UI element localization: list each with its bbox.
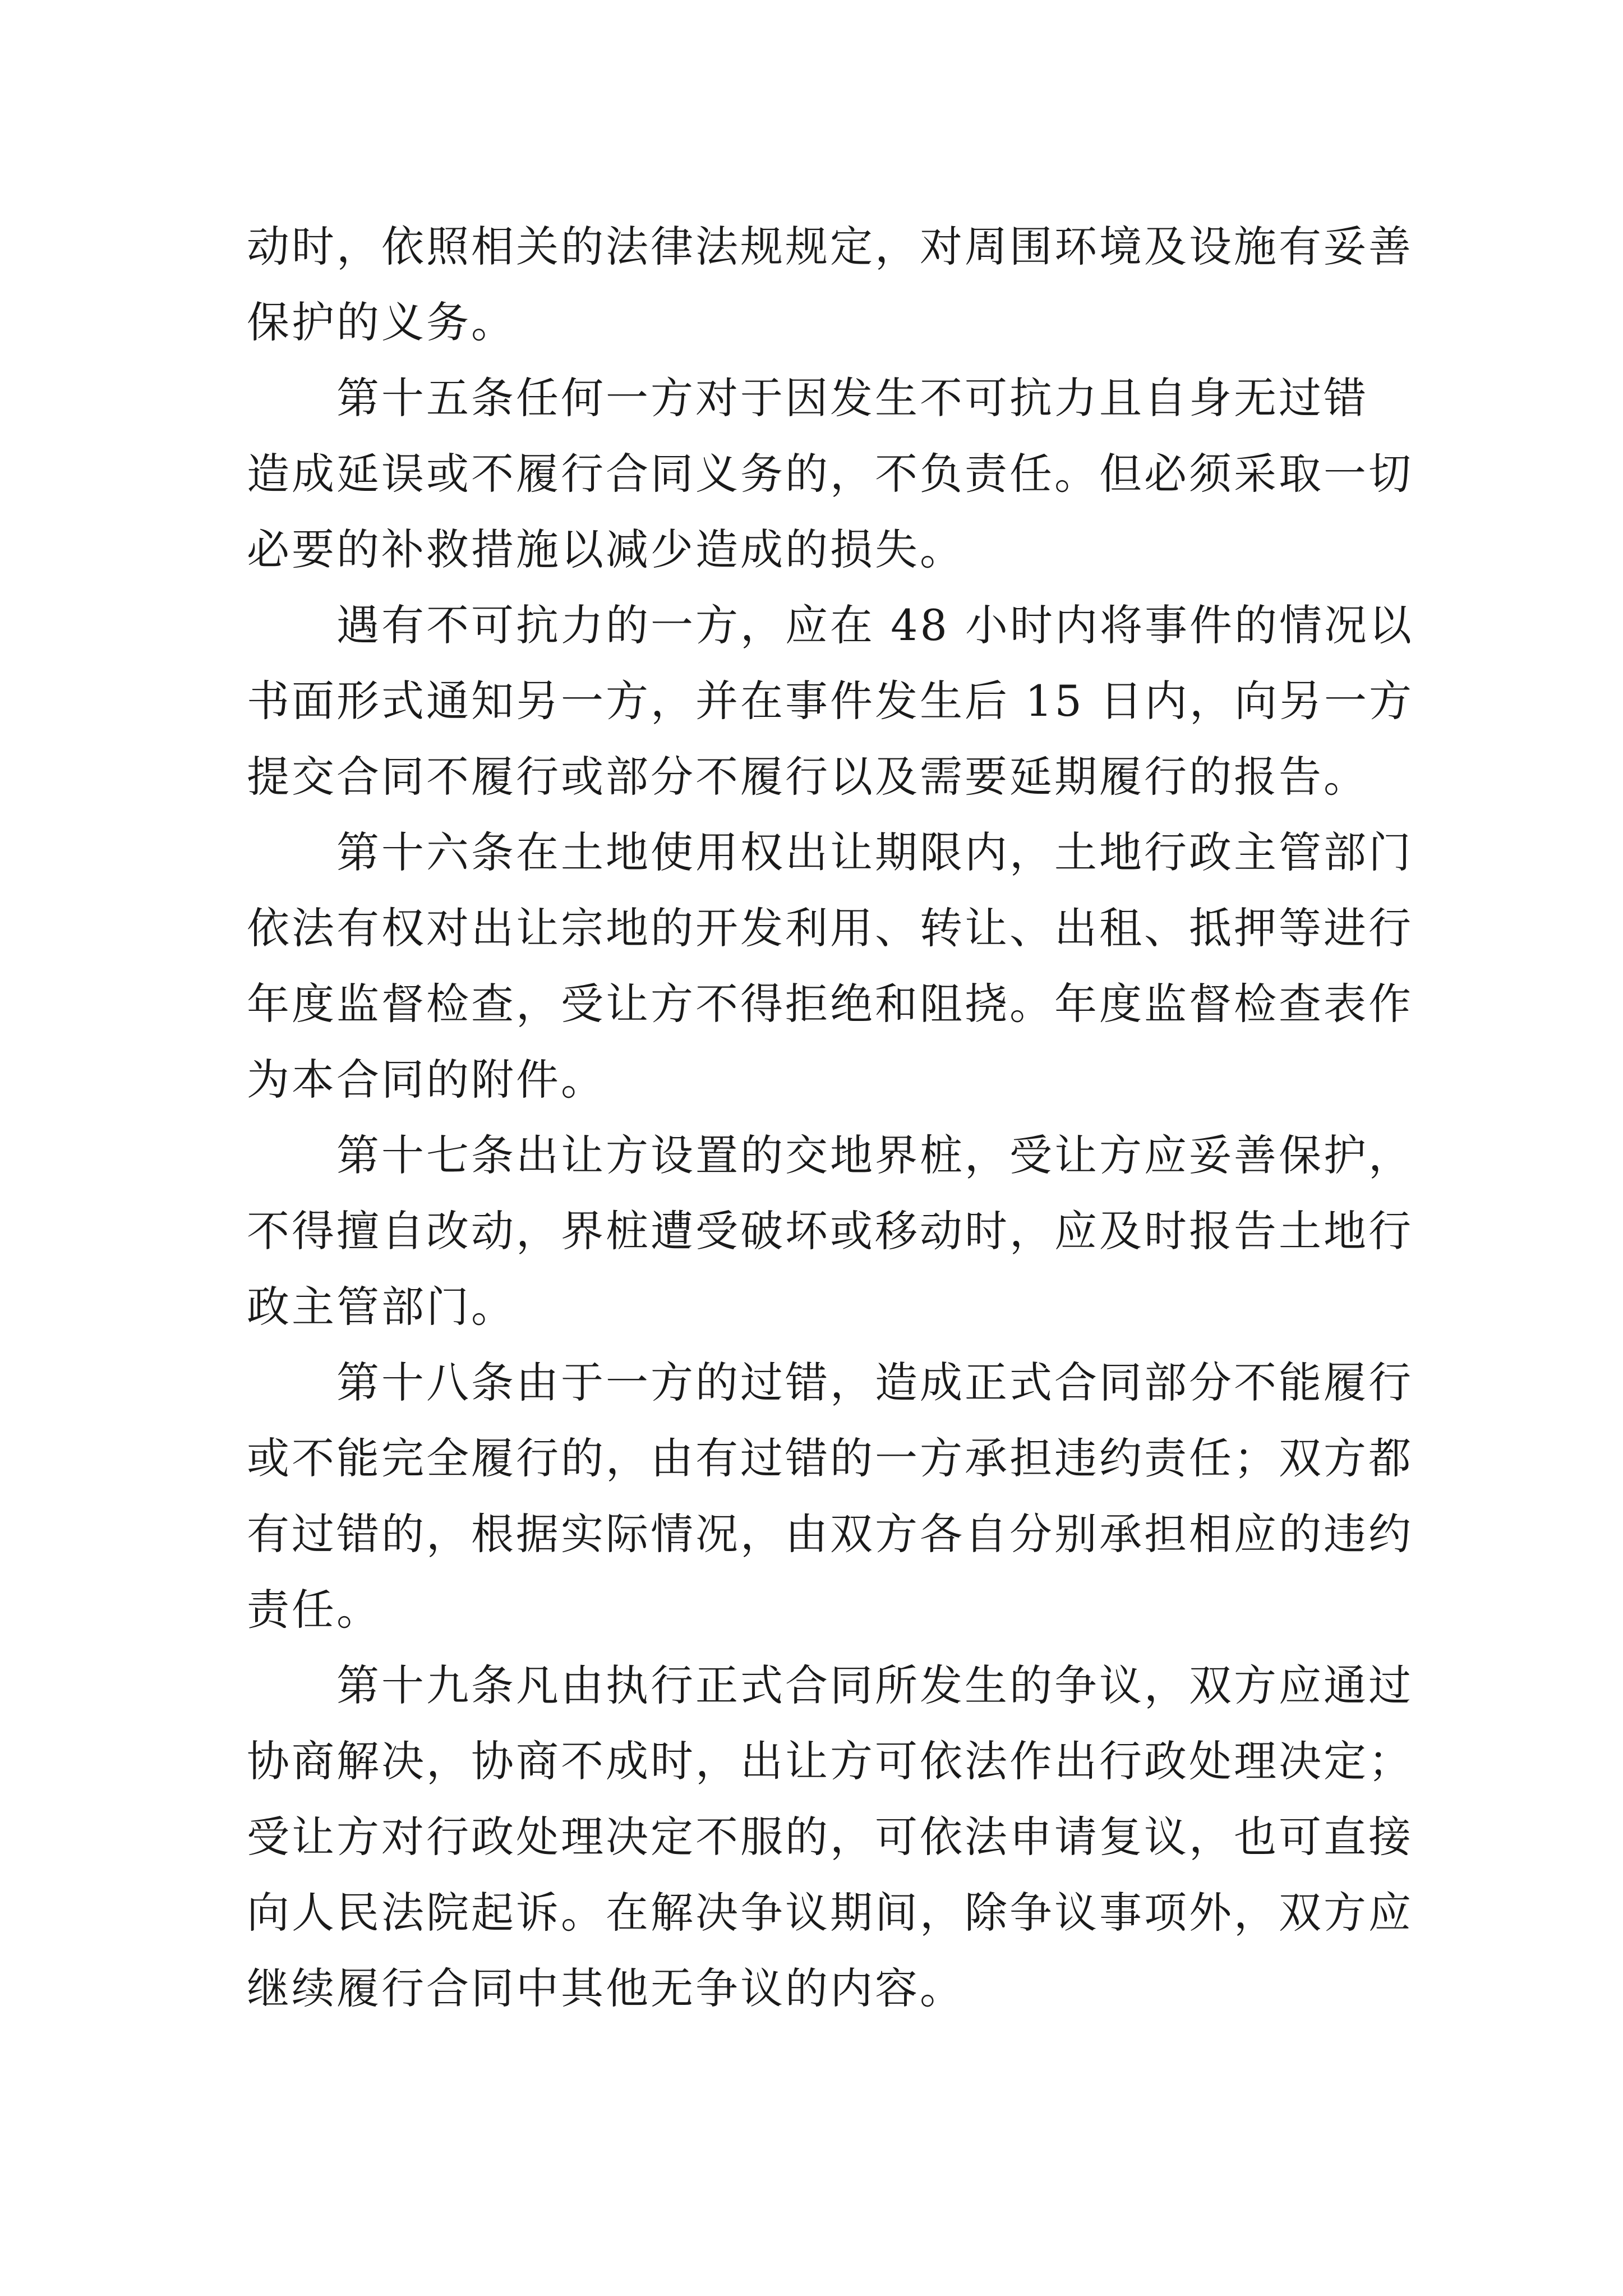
text-line: 或不能完全履行的，由有过错的一方承担违约责任；双方都 xyxy=(247,1433,1413,1483)
text-line: 协商解决，协商不成时，出让方可依法作出行政处理决定； xyxy=(247,1736,1413,1786)
paragraph-force-majeure xyxy=(247,587,1414,815)
paragraph-article-16 xyxy=(247,815,1413,1117)
text-line: 动时，依照相关的法律法规规定，对周围环境及设施有妥善 xyxy=(247,222,1413,272)
contract-text-body xyxy=(247,209,1414,2026)
text-line: 为本合同的附件。 xyxy=(247,1055,606,1105)
paragraph xyxy=(247,209,1413,360)
text-line: 第十八条由于一方的过错，造成正式合同部分不能履行 xyxy=(336,1358,1413,1407)
text-line: 责任。 xyxy=(247,1585,381,1635)
text-line: 第十九条凡由执行正式合同所发生的争议，双方应通过 xyxy=(336,1660,1413,1710)
text-line: 政主管部门。 xyxy=(247,1282,516,1332)
text-line: 保护的义务。 xyxy=(247,297,516,347)
text-line: 第十七条出让方设置的交地界桩，受让方应妥善保护， xyxy=(336,1130,1413,1180)
text-line: 提交合同不履行或部分不履行以及需要延期履行的报告。 xyxy=(247,752,1368,802)
text-line: 遇有不可抗力的一方，应在 48 小时内将事件的情况以 xyxy=(336,600,1414,650)
paragraph-article-15 xyxy=(247,360,1413,587)
paragraph-article-19 xyxy=(247,1648,1413,2026)
text-line: 书面形式通知另一方，并在事件发生后 15 日内，向另一方 xyxy=(247,676,1414,726)
text-line: 继续履行合同中其他无争议的内容。 xyxy=(247,1963,965,2013)
paragraph-article-18 xyxy=(247,1345,1413,1648)
paragraph-article-17 xyxy=(247,1117,1413,1345)
text-line: 依法有权对出让宗地的开发利用、转让、出租、抵押等进行 xyxy=(247,903,1413,953)
text-line: 不得擅自改动，界桩遭受破坏或移动时，应及时报告土地行 xyxy=(247,1206,1413,1256)
text-line: 年度监督检查，受让方不得拒绝和阻挠。年度监督检查表作 xyxy=(247,979,1413,1029)
text-line: 有过错的，根据实际情况，由双方各自分别承担相应的违约 xyxy=(247,1509,1413,1559)
text-line: 第十五条任何一方对于因发生不可抗力且自身无过错 xyxy=(336,373,1368,423)
text-line: 必要的补救措施以减少造成的损失。 xyxy=(247,524,965,574)
text-line: 受让方对行政处理决定不服的，可依法申请复议，也可直接 xyxy=(247,1812,1413,1862)
text-line: 向人民法院起诉。在解决争议期间，除争议事项外，双方应 xyxy=(247,1888,1413,1938)
text-line: 造成延误或不履行合同义务的，不负责任。但必须采取一切 xyxy=(247,449,1413,499)
text-line: 第十六条在土地使用权出让期限内，土地行政主管部门 xyxy=(336,827,1413,877)
